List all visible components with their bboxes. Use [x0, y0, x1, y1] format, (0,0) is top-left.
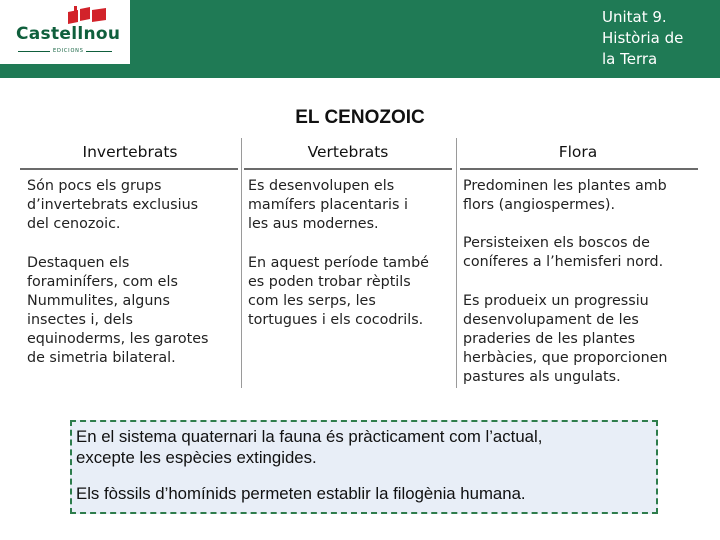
text-line: equinoderms, les garotes — [27, 331, 209, 347]
flora-paragraph-3 — [463, 292, 667, 387]
summary-note-box — [70, 420, 658, 514]
text-line: les aus modernes. — [248, 216, 379, 232]
header-underline — [20, 168, 238, 170]
text-line: Són pocs els grups — [27, 178, 162, 194]
text-line: pastures als ungulats. — [463, 369, 621, 385]
invertebrats-paragraph-2 — [27, 254, 208, 368]
text-line: tortugues i els cocodrils. — [248, 312, 424, 328]
logo-sub: EDICIONS — [53, 48, 84, 54]
column-divider — [456, 138, 457, 388]
text-line: praderies de les plantes — [463, 331, 636, 347]
flag-logo-icon — [66, 6, 108, 26]
logo-divider-right — [86, 51, 112, 52]
text-line: flors (angiospermes). — [463, 197, 616, 213]
note-line-2: excepte les espècies extingides. — [76, 448, 317, 467]
publisher-logo — [0, 0, 130, 64]
text-line: coníferes a l’hemisferi nord. — [463, 254, 664, 270]
logo-divider-left — [18, 51, 50, 52]
flora-paragraph-2 — [463, 234, 663, 272]
text-line: herbàcies, que proporcionen — [463, 350, 668, 366]
header-underline — [244, 168, 452, 170]
column-header-flora: Flora — [558, 143, 598, 161]
note-line-1: En el sistema quaternari la fauna és pràcticament com l’actual, — [76, 427, 543, 446]
text-line: Destaquen els — [27, 255, 130, 271]
text-line: Es desenvolupen els — [248, 178, 395, 194]
text-line: insectes i, dels — [27, 312, 133, 328]
vertebrats-paragraph-2 — [248, 254, 429, 330]
text-line: Predominen les plantes amb — [463, 178, 667, 194]
unit-title-line: Història de — [602, 29, 684, 47]
vertebrats-paragraph-1 — [248, 177, 408, 234]
text-line: Es produeix un progressiu — [463, 293, 649, 309]
text-line: desenvolupament de les — [463, 312, 639, 328]
column-header-vertebrats: Vertebrats — [307, 143, 389, 161]
unit-title-line: Unitat 9. — [602, 8, 667, 26]
text-line: com les serps, les — [248, 293, 376, 309]
text-line: del cenozoic. — [27, 216, 121, 232]
text-line: d’invertebrats exclusius — [27, 197, 199, 213]
text-line: de simetria bilateral. — [27, 350, 176, 366]
text-line: Persisteixen els boscos de — [463, 235, 650, 251]
unit-title — [602, 7, 712, 70]
logo-name: Castellnou — [16, 24, 121, 44]
text-line: mamífers placentaris i — [248, 197, 408, 213]
text-line: Nummulites, alguns — [27, 293, 170, 309]
invertebrats-paragraph-1 — [27, 177, 198, 234]
note-line-3: Els fòssils d’homínids permeten establir la filogènia humana. — [76, 484, 526, 503]
header-underline — [460, 168, 698, 170]
text-line: En aquest període també — [248, 255, 429, 271]
page-title: EL CENOZOIC — [295, 107, 425, 128]
unit-title-line: la Terra — [602, 50, 658, 68]
text-line: foraminífers, com els — [27, 274, 178, 290]
flora-paragraph-1 — [463, 177, 667, 215]
column-divider — [241, 138, 242, 388]
column-header-invertebrats: Invertebrats — [82, 143, 178, 161]
text-line: es poden trobar rèptils — [248, 274, 411, 290]
